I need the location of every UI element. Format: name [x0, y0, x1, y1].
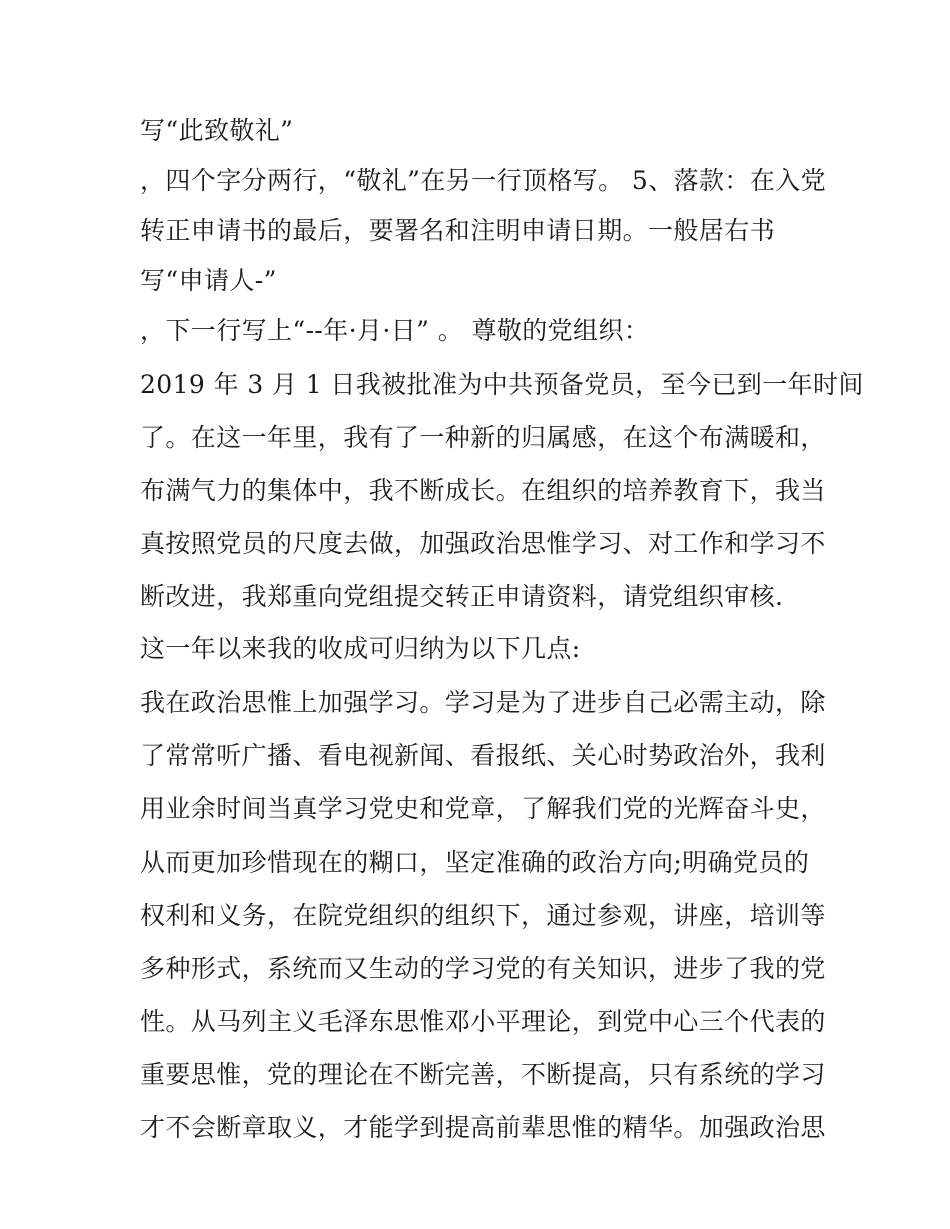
- text-line: 转正申请书的最后，要署名和注明申请日期。一般居右书: [140, 216, 776, 245]
- text-line: 性。从马列主义毛泽东思惟邓小平理论，到党中心三个代表的: [140, 1007, 826, 1036]
- text-line: 用业余时间当真学习党史和党章，了解我们党的光辉奋斗史，: [140, 794, 826, 823]
- text-line: 我在政治思惟上加强学习。学习是为了进步自己必需主动，除: [140, 688, 826, 717]
- text-line: 这一年以来我的收成可归纳为以下几点:: [140, 634, 581, 663]
- text-line: 从而更加珍惜现在的糊口，坚定准确的政治方向;明确党员的: [140, 848, 810, 877]
- text-line: 真按照党员的尺度去做，加强政治思惟学习、对工作和学习不: [140, 529, 826, 558]
- text-line: 多种形式，系统而又生动的学习党的有关知识，进步了我的党: [140, 954, 826, 983]
- text-line: 了常常听广播、看电视新闻、看报纸、关心时势政治外，我利: [140, 741, 826, 770]
- text-line: 权利和义务，在院党组织的组织下，通过参观，讲座，培训等: [140, 901, 826, 930]
- text-line: 了。在这一年里，我有了一种新的归属感，在这个布满暖和，: [140, 423, 826, 452]
- text-line: ，下一行写上“--年·月·日” 。 尊敬的党组织：: [140, 316, 650, 345]
- text-line: 才不会断章取义，才能学到提高前辈思惟的精华。加强政治思: [140, 1113, 826, 1142]
- text-line: 写“申请人-”: [140, 266, 277, 295]
- text-line: 断改进，我郑重向党组提交转正申请资料，请党组织审核.: [140, 582, 784, 611]
- text-line: ，四个字分两行，“敬礼”在另一行顶格写。 5、落款：在入党: [140, 166, 827, 195]
- text-line: 2019 年 3 月 1 日我被批准为中共预备党员，至今已到一年时间: [140, 370, 864, 399]
- text-line: 写“此致敬礼”: [140, 116, 294, 145]
- text-line: 布满气力的集体中，我不断成长。在组织的培养教育下，我当: [140, 476, 826, 505]
- text-line: 重要思惟，党的理论在不断完善，不断提高，只有系统的学习: [140, 1060, 826, 1089]
